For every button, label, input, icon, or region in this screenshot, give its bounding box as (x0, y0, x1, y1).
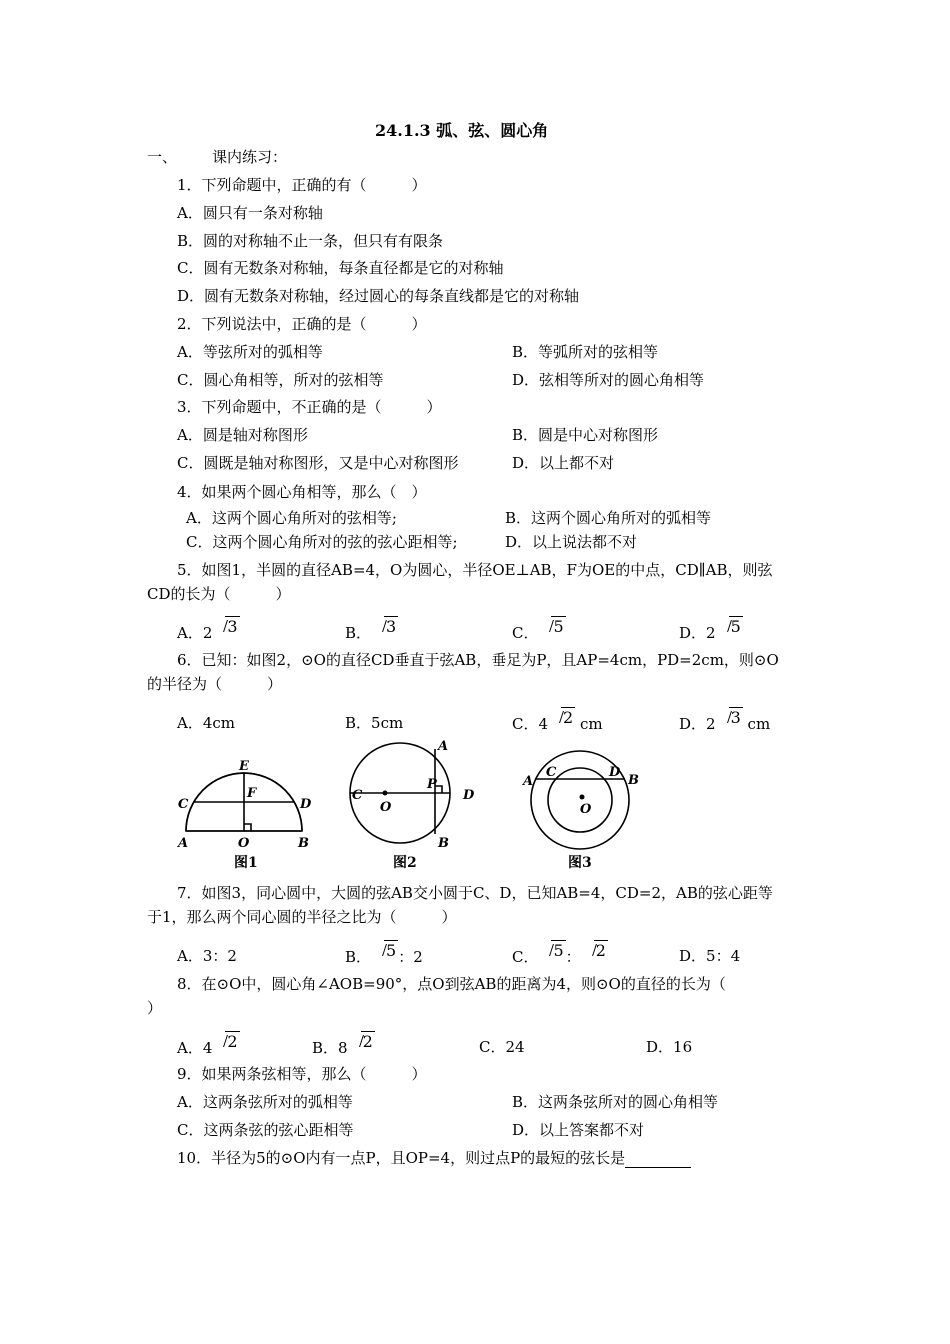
label-b: B (438, 836, 449, 851)
q1-option-b: B．圆的对称轴不止一条，但只有有限条 (177, 232, 444, 250)
q5-option-d: D．2 5 (679, 617, 741, 642)
q5-stem-line1: 5．如图1，半圆的直径AB=4，O为圆心，半径OE⊥AB，F为OE的中点，CD∥AB，则弦 (177, 561, 773, 579)
figure-1 (186, 773, 302, 831)
q8-stem-line2: ） (147, 999, 163, 1017)
figure-2-labels (352, 739, 475, 871)
q3-stem: 3．下列命题中，不正确的是（ ） (177, 398, 442, 416)
q4-option-c: C．这两个圆心角所对的弦的弦心距相等; (186, 533, 458, 551)
q7-option-d: D．5：4 (679, 947, 741, 965)
q8-option-d: D．16 (646, 1038, 693, 1056)
sqrt-symbol: 3 (372, 616, 398, 637)
q2-option-a: A．等弦所对的弧相等 (177, 343, 323, 361)
q4-option-a: A．这两个圆心角所对的弦相等; (186, 509, 397, 527)
q6-stem-line1: 6．已知：如图2，⊙O的直径CD垂直于弦AB，垂足为P，且AP=4cm，PD=2cm，则⊙O (177, 651, 779, 669)
q9-option-d: D．以上答案都不对 (512, 1121, 645, 1139)
q6-option-a: A．4cm (177, 714, 236, 732)
label-d: D (609, 765, 621, 780)
figure-3-labels (521, 765, 639, 871)
q6-stem-line2: 的半径为（ ） (147, 675, 283, 693)
q5-option-a: A．2 3 (177, 617, 238, 642)
sqrt-symbol: 5 (539, 940, 565, 961)
label-o: O (238, 836, 250, 851)
answer-blank[interactable] (625, 1151, 691, 1168)
q2-stem: 2．下列说法中，正确的是（ ） (177, 315, 427, 333)
label-a: A (178, 836, 189, 851)
q7-option-b: B． 5 ：2 (345, 941, 423, 966)
q5-stem-line2: CD的长为（ ） (147, 585, 291, 603)
label-b: B (628, 773, 639, 788)
sqrt-symbol: 2 (549, 707, 575, 728)
sqrt-symbol: 5 (372, 940, 398, 961)
label-c: C (178, 797, 189, 812)
q4-option-b: B．这两个圆心角所对的弧相等 (505, 509, 712, 527)
q10-stem: 10．半径为5的⊙O内有一点P，且OP=4，则过点P的最短的弦长是 (177, 1148, 691, 1168)
label-c: C (352, 788, 363, 803)
q4-option-d: D．以上说法都不对 (505, 533, 638, 551)
q1-stem: 1．下列命题中，正确的有（ ） (177, 176, 427, 194)
q7-stem-line1: 7．如图3，同心圆中，大圆的弦AB交小圆于C、D，已知AB=4，CD=2，AB的弦心距等 (177, 884, 773, 902)
label-p: P (427, 777, 437, 792)
center-dot (383, 791, 388, 796)
caption-fig2: 图2 (393, 855, 417, 871)
label-d: D (300, 797, 312, 812)
q7-stem-line2: 于1，那么两个同心圆的半径之比为（ ） (147, 908, 457, 926)
q8-stem-line1: 8．在⊙O中，圆心角∠AOB=90°，点O到弦AB的距离为4，则⊙O的直径的长为（ (177, 975, 726, 993)
sqrt-symbol: 2 (582, 940, 608, 961)
q1-option-a: A．圆只有一条对称轴 (177, 204, 323, 222)
q2-option-d: D．弦相等所对的圆心角相等 (512, 371, 705, 389)
q6-option-c: C．4 2 cm (512, 708, 603, 733)
label-e: E (239, 759, 249, 774)
sqrt-symbol: 3 (213, 616, 239, 637)
sqrt-symbol: 2 (349, 1031, 375, 1052)
q1-option-c: C．圆有无数条对称轴，每条直径都是它的对称轴 (177, 259, 504, 277)
right-angle-mark (244, 824, 251, 831)
q5-option-b: B． 3 (345, 617, 397, 642)
q2-option-c: C．圆心角相等，所对的弦相等 (177, 371, 384, 389)
q1-option-d: D．圆有无数条对称轴，经过圆心的每条直线都是它的对称轴 (177, 287, 580, 305)
q3-option-b: B．圆是中心对称图形 (512, 426, 659, 444)
sqrt-symbol: 5 (539, 616, 565, 637)
small-circle (548, 768, 612, 832)
sqrt-symbol: 3 (717, 707, 743, 728)
q9-option-b: B．这两条弦所对的圆心角相等 (512, 1093, 719, 1111)
label-b: B (298, 836, 309, 851)
label-o: O (380, 800, 392, 815)
label-d: D (463, 788, 475, 803)
section-number: 一、 (147, 148, 178, 166)
label-c: C (546, 765, 557, 780)
q2-option-b: B．等弧所对的弦相等 (512, 343, 659, 361)
figure-2 (350, 743, 450, 843)
q6-option-b: B．5cm (345, 714, 404, 732)
page-title: 24.1.3 弧、弦、圆心角 (375, 121, 549, 140)
q9-option-c: C．这两条弦的弦心距相等 (177, 1121, 354, 1139)
label-a: A (438, 739, 449, 754)
label-f: F (247, 786, 257, 801)
section-label: 课内练习： (212, 148, 288, 166)
q3-option-a: A．圆是轴对称图形 (177, 426, 308, 444)
label-o: O (580, 802, 592, 817)
q5-option-c: C． 5 (512, 617, 564, 642)
q6-option-d: D．2 3 cm (679, 708, 771, 733)
q4-stem: 4．如果两个圆心角相等，那么（ ） (177, 483, 427, 501)
caption-fig1: 图1 (234, 855, 258, 871)
q8-option-b: B．8 2 (312, 1032, 373, 1057)
q7-option-a: A．3：2 (177, 947, 237, 965)
q3-option-c: C．圆既是轴对称图形，又是中心对称图形 (177, 454, 459, 472)
q3-option-d: D．以上都不对 (512, 454, 615, 472)
q9-stem: 9．如果两条弦相等，那么（ ） (177, 1065, 427, 1083)
q8-option-a: A．4 2 (177, 1032, 238, 1057)
sqrt-symbol: 2 (213, 1031, 239, 1052)
label-a: A (523, 774, 534, 789)
caption-fig3: 图3 (568, 855, 592, 871)
q8-option-c: C．24 (479, 1038, 525, 1056)
sqrt-symbol: 5 (717, 616, 743, 637)
q9-option-a: A．这两条弦所对的弧相等 (177, 1093, 353, 1111)
q7-option-c: C． 5 ： 2 (512, 941, 606, 966)
center-dot (580, 795, 585, 800)
